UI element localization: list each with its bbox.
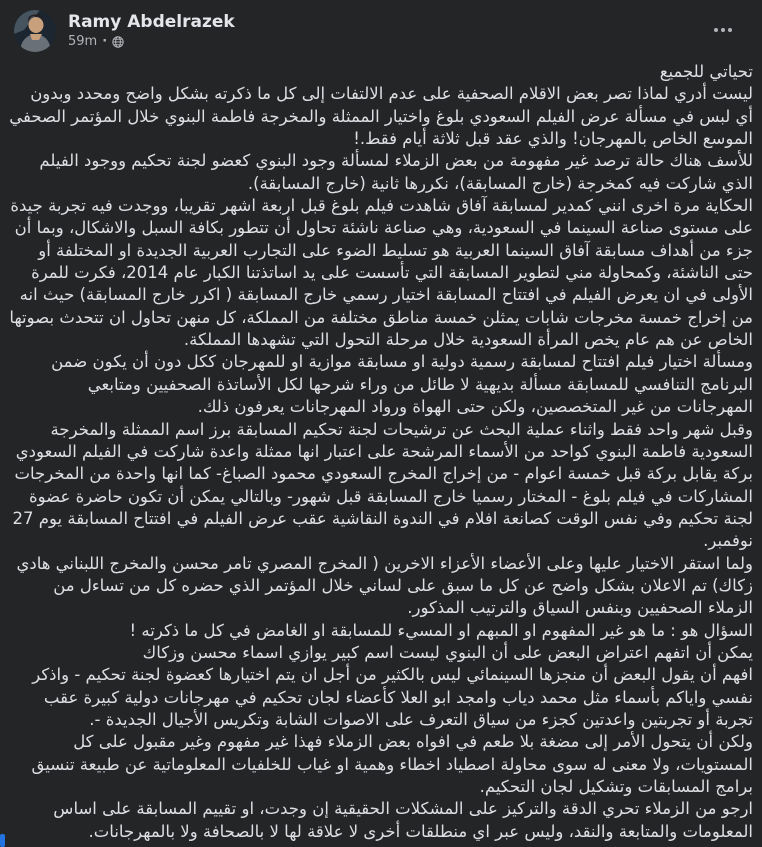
dots-menu-icon — [714, 28, 718, 32]
post-text — [0, 60, 762, 843]
post-paragraph: ارجو من الزملاء تحري الدقة والتركيز على المشكلات الحقيقية إن وجدت، او تقييم المسابقة على اساس المعلومات والمتابعة والنقد، وليس عبر اي منطلقات أخرى لا علاقة لها لا بالصحافة ولا بالمهرجانات. — [53, 799, 753, 841]
post-paragraph: السؤال هو : ما هو غير المفهوم او المبهم او المسيء للمسابقة او الغامض في كل ما ذكرته ! — [129, 620, 753, 640]
post-options-button[interactable] — [708, 22, 738, 38]
post-paragraph: وقبل شهر واحد فقط واثناء عملية البحث عن ترشيحات لجنة تحكيم المسابقة برز اسم الممثلة والمخرجة السعودية فاطمة البنوي كواحد من الأسماء المرشحة على اعتبار انها ممثلة واعدة شاركت في الفيلم السعودي بركة يقابل بركة قبل خمسة اعوام - من إخراج المخرج السعودي محمود الصباغ- كما انها واحدة من المخرجات المشاركات في فيلم بلوغ - المختار رسميا خارج المسابقة قبل شهور- وبالتالي يمكن أن تكون حاضرة عضوة لجنة تحكيم وفي نفس الوقت كصانعة افلام في الندوة النقاشية عقب عرض الفيلم في افتتاح المسابقة يوم 27 نوفمبر. — [12, 419, 753, 551]
post-paragraph: ولما استقر الاختيار عليها وعلى الأعضاء الأعزاء الاخرين ( المخرج المصري تامر محسن والمخرج اللبناني هادي زكاك) تم الاعلان بشكل واضح عن كل ما سبق على لساني خلال المؤتمر الذي حضره كل من تساءل من الزملاء الصحفيين وبنفس السياق والترتيب المذكور. — [16, 553, 753, 618]
post-paragraph: افهم أن يقول البعض أن منجزها السينمائي ليس بالكثير من أجل ان يتم اختيارها كعضوة لجنة تحكيم - واذكر نفسي واياكم بأسماء مثل محمد دياب وامجد ابو العلا كأعضاء لجان تحكيم في مهرجانات دولية كبيرة عقب تجربة أو تجربتين واعدتين كجزء من سياق التعرف على الاصوات الشابة وتكريس الأجيال الجديدة -. — [32, 665, 753, 729]
post-meta — [68, 34, 235, 50]
post-paragraph: ولكن أن يتحول الأمر إلى مضغة بلا طعم في افواه بعض الزملاء فهذا غير مفهوم وغير مقبول على كل المستويات، ولا معنى له سوى محاولة اصطياد اخطاء وهمية او غياب للخلفيات المعلوماتية عن طبيعة تنسيق برامج المسابقات وتشكيل لجان التحكيم. — [31, 732, 753, 796]
post-paragraph: للأسف هناك حالة ترصد غير مفهومة من بعض الزملاء لمسألة وجود البنوي كعضو لجنة تحكيم ووجود الفيلم الذي شاركت فيه كمخرجة (خارج المسابقة)، نكررها ثانية (خارج المسابقة). — [39, 151, 753, 193]
avatar-photo-placeholder — [14, 10, 56, 52]
avatar[interactable] — [14, 10, 56, 52]
reaction-fragment — [0, 834, 5, 847]
globe-icon — [112, 36, 124, 48]
post-paragraph: تحياتي للجميع — [659, 62, 753, 81]
meta-separator: · — [102, 34, 108, 49]
author-name[interactable]: Ramy Abdelrazek — [68, 12, 235, 32]
post-paragraph: الحكاية مرة اخرى انني كمدير لمسابقة آفاق شاهدت فيلم بلوغ قبل اربعة اشهر تقريبا، ووجدت فيه تجربة جيدة على مستوى صناعة السينما في السعودية، وهي صناعة ناشئة تحاول أن تتطور بكافة السبل والاشكال، وبما أن جزء من أهداف مسابقة آفاق السينما العربية هو تسليط الضوء على التجارب العربية الجديدة او المختلفة أو حتى الناشئة، وكمحاولة مني لتطوير المسابقة التي تأسست على يد اساتذتنا الكبار عام 2014، فكرت للمرة الأولى في ان يعرض الفيلم في افتتاح المسابقة اختيار رسمي خارج المسابقة ( اكرر خارج المسابقة) حيث انه من إخراج خمسة مخرجات شابات يمثلن خمسة مناطق مختلفة من المملكة، كل منهن تحاول ان تتحدث بصوتها الخاص عن هم عام يخص المرأة السعودية خلال مرحلة التحول التي تشهدها المملكة. — [9, 196, 753, 350]
post-paragraph: ليست أدري لماذا تصر بعض الاقلام الصحفية على عدم الالتفات إلى كل ما ذكرته بشكل واضح ومحدد وبدون أي لبس في مسألة عرض الفيلم السعودي بلوغ واختيار الممثلة والمخرجة فاطمة البنوي خلال المؤتمر الصحفي الموسع الخاص بالمهرجان! والذي عقد قبل ثلاثة أيام فقط.! — [9, 84, 753, 149]
post-paragraph: يمكن أن اتفهم اعتراض البعض على أن البنوي ليست اسم كبير يوازي اسماء محسن وزكاك — [142, 642, 753, 662]
header-text — [68, 12, 235, 50]
post-paragraph: ومسألة اختيار فيلم افتتاح لمسابقة رسمية دولية او مسابقة موازية او للمهرجان ككل دون أن يكون ضمن البرنامج التنافسي للمسابقة مسألة بديهية لا طائل من وراء شرحها لكل الأساتذة الصحفيين ومتابعي المهرجانات من غير المتخصصين، ولكن حتى الهواة ورواد المهرجانات يعرفون ذلك. — [51, 352, 753, 417]
post-header — [0, 0, 762, 60]
timestamp[interactable]: 59m — [68, 34, 98, 49]
